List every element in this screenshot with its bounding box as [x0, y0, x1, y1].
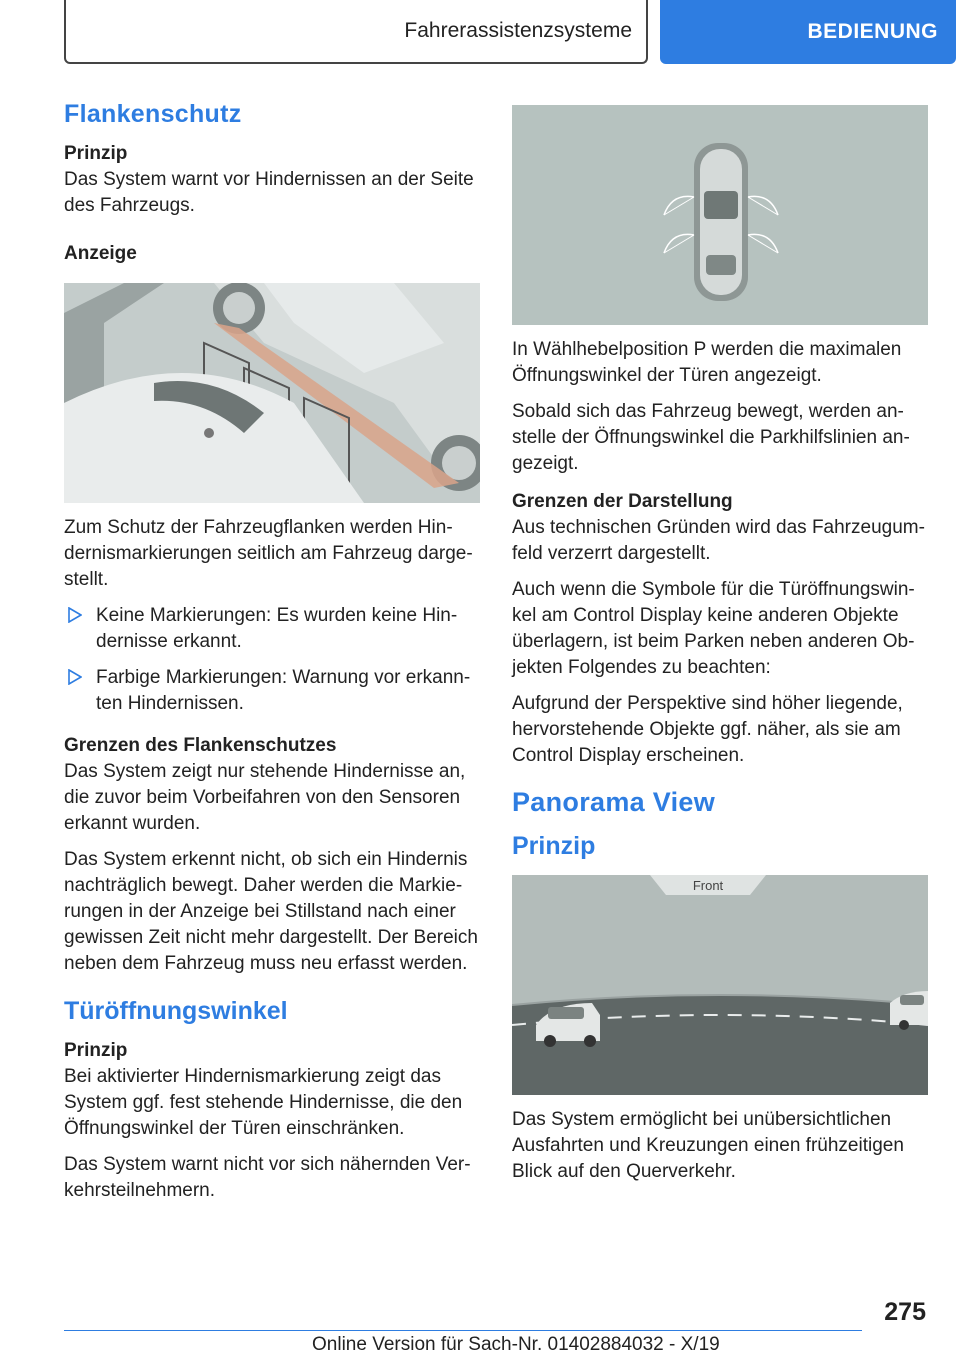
anzeige-heading: Anzeige	[64, 243, 137, 264]
tuer-paragraph-1: Bei aktivierter Hindernismarkierung zeigt das System ggf. fest stehende Hindernisse, die den Öffnungswinkel der Türen einschränken.	[64, 1066, 463, 1139]
grenzen-paragraph-2: Das System erkennt nicht, ob sich ein Hindernis nachträglich bewegt. Daher werden die Markierungen in der Anzeige bei Stillstand nach einer gewissen Zeit nicht mehr dargestellt. Der Bereich neben dem Fahrzeug muss neu erfasst werden.	[64, 849, 478, 974]
triangle-bullet-icon	[68, 607, 82, 623]
anzeige-text: Zum Schutz der Fahrzeugflanken werden Hindernismarkierungen seitlich am Fahrzeug dargestellt.	[64, 517, 473, 590]
darstellung-paragraph-1: Aus technischen Gründen wird das Fahrzeugumfeld verzerrt dargestellt.	[512, 517, 925, 564]
triangle-bullet-icon	[68, 669, 82, 685]
right-column	[512, 105, 928, 1195]
list-item: Keine Markierungen: Es wurden keine Hindernisse erkannt.	[64, 603, 480, 655]
left-column	[64, 100, 480, 1214]
tuer-prinzip-heading: Prinzip	[64, 1040, 128, 1061]
header-chapter-tab	[660, 0, 956, 64]
tuer-paragraph-2: Das System warnt nicht vor sich nähernden Verkehrsteilnehmern.	[64, 1154, 471, 1201]
flankenschutz-figure	[64, 283, 480, 503]
grenzen-heading: Grenzen des Flankenschutzes	[64, 735, 337, 756]
page-number: 275	[884, 1298, 926, 1326]
panorama-figure	[512, 875, 928, 1095]
door-angle-figure	[512, 105, 928, 325]
footer-online-version: Online Version für Sach-Nr. 01402884032 - X/19	[312, 1334, 720, 1355]
panorama-prinzip-heading: Prinzip	[512, 832, 596, 860]
prinzip-heading: Prinzip	[64, 143, 128, 164]
darstellung-paragraph-2: Auch wenn die Symbole für die Türöffnungswinkel am Control Display keine anderen Objekte überlagern, ist beim Parken neben anderen Objekten Folgendes zu beachten:	[512, 579, 915, 678]
prinzip-text: Das System warnt vor Hindernissen an der Seite des Fahrzeugs.	[64, 169, 474, 216]
panorama-view-title: Panorama View	[512, 787, 715, 817]
header-section-title: Fahrerassistenzsysteme	[404, 19, 632, 42]
grenzen-paragraph-1: Das System zeigt nur stehende Hindernisse an, die zuvor beim Vorbeifahren von den Sensoren erkannt wurden.	[64, 761, 466, 834]
footer-divider	[64, 1330, 862, 1331]
door-caption-1: In Wählhebelposition P werden die maximalen Öffnungswinkel der Türen angezeigt.	[512, 339, 902, 386]
front-label: Front	[692, 878, 724, 893]
darstellung-heading: Grenzen der Darstellung	[512, 491, 733, 512]
tueroeffnungswinkel-title: Türöffnungswinkel	[64, 997, 288, 1025]
panorama-text: Das System ermöglicht bei unübersichtlichen Ausfahrten und Kreuzungen einen frühzeitigen Blick auf den Querverkehr.	[512, 1109, 904, 1182]
flankenschutz-title: Flankenschutz	[64, 100, 242, 128]
door-caption-2: Sobald sich das Fahrzeug bewegt, werden anstelle der Öffnungswinkel die Parkhilfslinien angezeigt.	[512, 401, 910, 474]
marker-bullet-list	[64, 603, 480, 717]
header-chapter-title: BEDIENUNG	[807, 20, 938, 43]
header-section-tab	[64, 0, 648, 64]
darstellung-paragraph-3: Aufgrund der Perspektive sind höher liegende, hervorstehende Objekte ggf. näher, als sie am Control Display erscheinen.	[512, 693, 903, 766]
list-item: Farbige Markierungen: Warnung vor erkannten Hindernissen.	[64, 665, 480, 717]
